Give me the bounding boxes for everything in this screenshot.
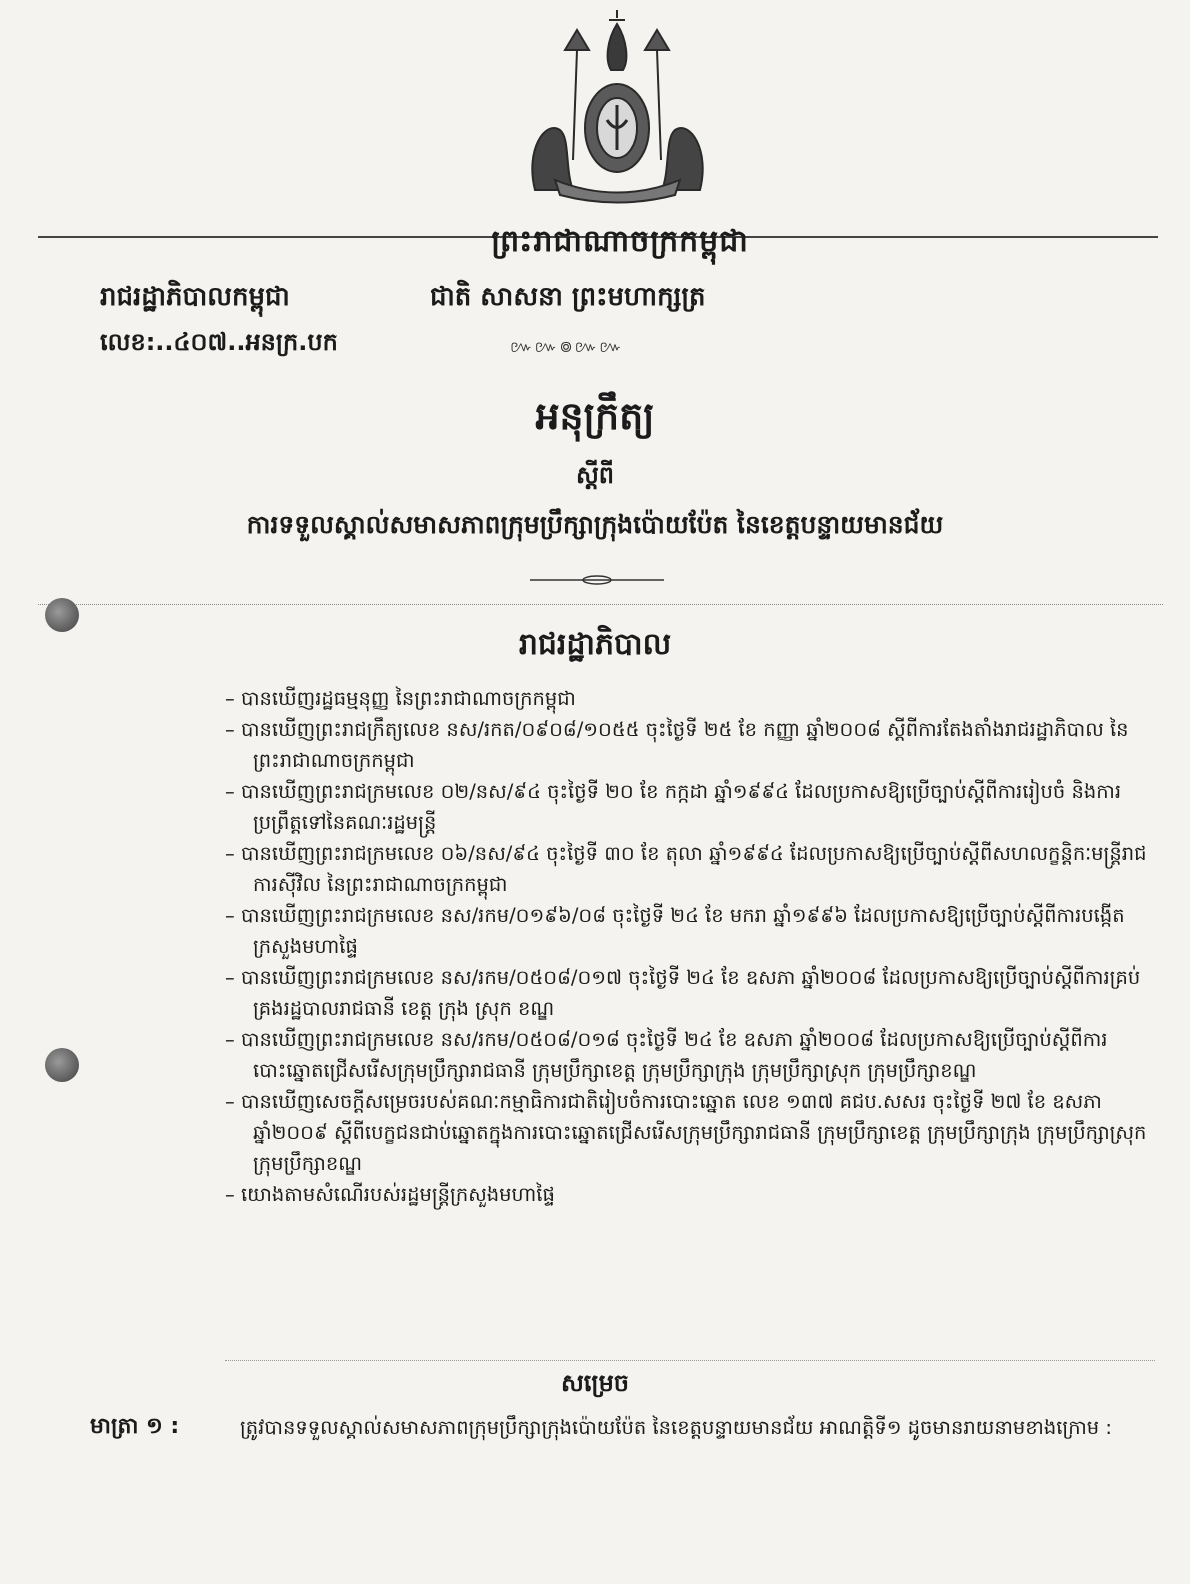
consideration-item: – បានឃើញព្រះរាជក្រមលេខ នស/រកម/០៥០៨/០១៨ ចុះថ្ងៃទី ២៤ ខែ ឧសភា ឆ្នាំ២០០៨ ដែលប្រកាសឱ្យប្រើច្បាប់ស្តីពីការបោះឆ្នោតជ្រើសរើសក្រុមប្រឹក្សារាជធានី ក្រុមប្រឹក្សាខេត្ត ក្រុមប្រឹក្សាក្រុង ក្រុមប្រឹក្សាស្រុក ក្រុមប្រឹក្សាខណ្ឌ — [225, 1024, 1150, 1086]
article-text: ត្រូវបានទទួលស្គាល់សមាសភាពក្រុមប្រឹក្សាក្រុងប៉ោយប៉ែត នៃខេត្តបន្ទាយមានជ័យ អាណត្តិទី១ ដូចមានរាយនាមខាងក្រោម : — [240, 1416, 1112, 1439]
consideration-item: – បានឃើញព្រះរាជក្រមលេខ នស/រកម/០៥០៨/០១៧ ចុះថ្ងៃទី ២៤ ខែ ឧសភា ឆ្នាំ២០០៨ ដែលប្រកាសឱ្យប្រើច្បាប់ស្តីពីការគ្រប់គ្រងរដ្ឋបាលរាជធានី ខេត្ត ក្រុង ស្រុក ខណ្ឌ — [225, 962, 1150, 1024]
article-label: មាត្រា ១ : — [90, 1414, 180, 1439]
consideration-item: – បានឃើញព្រះរាជក្រមលេខ ០២/នស/៩៤ ចុះថ្ងៃទី ២០ ខែ កក្កដា ឆ្នាំ១៩៩៤ ដែលប្រកាសឱ្យប្រើច្បាប់ស្តីពីការរៀបចំ និងការប្រព្រឹត្តទៅនៃគណៈរដ្ឋមន្ត្រី — [225, 776, 1150, 838]
subject-label: ស្តីពី — [575, 461, 615, 489]
decision-heading: សម្រេច — [560, 1369, 630, 1397]
punch-hole-icon — [45, 1048, 79, 1082]
section-rule — [38, 604, 1163, 605]
consideration-item: – បានឃើញព្រះរាជក្រមលេខ នស/រកម/០១៩៦/០៨ ចុះថ្ងៃទី ២៤ ខែ មករា ឆ្នាំ១៩៩៦ ដែលប្រកាសឱ្យប្រើច្បាប់ស្តីពីការបង្កើតក្រសួងមហាផ្ទៃ — [225, 900, 1150, 962]
royal-coat-of-arms-icon — [515, 10, 720, 205]
document-type: អនុក្រឹត្យ — [535, 394, 655, 438]
government-name: រាជរដ្ឋាភិបាលកម្ពុជា — [100, 282, 290, 312]
ornamental-divider-icon — [530, 573, 664, 587]
consideration-item: – យោងតាមសំណើរបស់រដ្ឋមន្ត្រីក្រសួងមហាផ្ទៃ — [225, 1179, 1150, 1210]
decision-rule — [225, 1360, 1155, 1361]
kingdom-title: ព្រះរាជាណាចក្រកម្ពុជា — [491, 224, 749, 259]
consideration-item: – បានឃើញរដ្ឋធម្មនុញ្ញ នៃព្រះរាជាណាចក្រកម្ពុជា — [225, 683, 1150, 714]
considerations-list — [225, 683, 1150, 1210]
ornament-flourish: ៚៚៙៚៚ — [510, 337, 624, 356]
government-heading: រាជរដ្ឋាភិបាល — [518, 627, 672, 662]
reference-number: លេខ:..៤០៧..អនក្រ.បក — [100, 328, 338, 356]
decree-subject: ការទទួលស្គាល់សមាសភាពក្រុមប្រឹក្សាក្រុងប៉ោយប៉ែត នៃខេត្តបន្ទាយមានជ័យ — [246, 510, 944, 539]
consideration-item: – បានឃើញព្រះរាជក្រមលេខ ០៦/នស/៩៤ ចុះថ្ងៃទី ៣០ ខែ តុលា ឆ្នាំ១៩៩៤ ដែលប្រកាសឱ្យប្រើច្បាប់ស្តីពីសហលក្ខន្តិកៈមន្ត្រីរាជការស៊ីវិល នៃព្រះរាជាណាចក្រកម្ពុជា — [225, 838, 1150, 900]
consideration-item: – បានឃើញសេចក្តីសម្រេចរបស់គណៈកម្មាធិការជាតិរៀបចំការបោះឆ្នោត លេខ ១៣៧ គជប.សសរ ចុះថ្ងៃទី ២៧ ខែ ឧសភា ឆ្នាំ២០០៩ ស្តីពីបេក្ខជនជាប់ឆ្នោតក្នុងការបោះឆ្នោតជ្រើសរើសក្រុមប្រឹក្សារាជធានី ក្រុមប្រឹក្សាខេត្ត ក្រុមប្រឹក្សាក្រុង ក្រុមប្រឹក្សាស្រុក ក្រុមប្រឹក្សាខណ្ឌ — [225, 1086, 1150, 1179]
consideration-item: – បានឃើញព្រះរាជក្រឹត្យលេខ នស/រកត/០៩០៨/១០៥៥ ចុះថ្ងៃទី ២៥ ខែ កញ្ញា ឆ្នាំ២០០៨ ស្តីពីការតែងតាំងរាជរដ្ឋាភិបាល នៃព្រះរាជាណាចក្រកម្ពុជា — [225, 714, 1150, 776]
national-motto: ជាតិ សាសនា ព្រះមហាក្សត្រ — [430, 282, 706, 312]
